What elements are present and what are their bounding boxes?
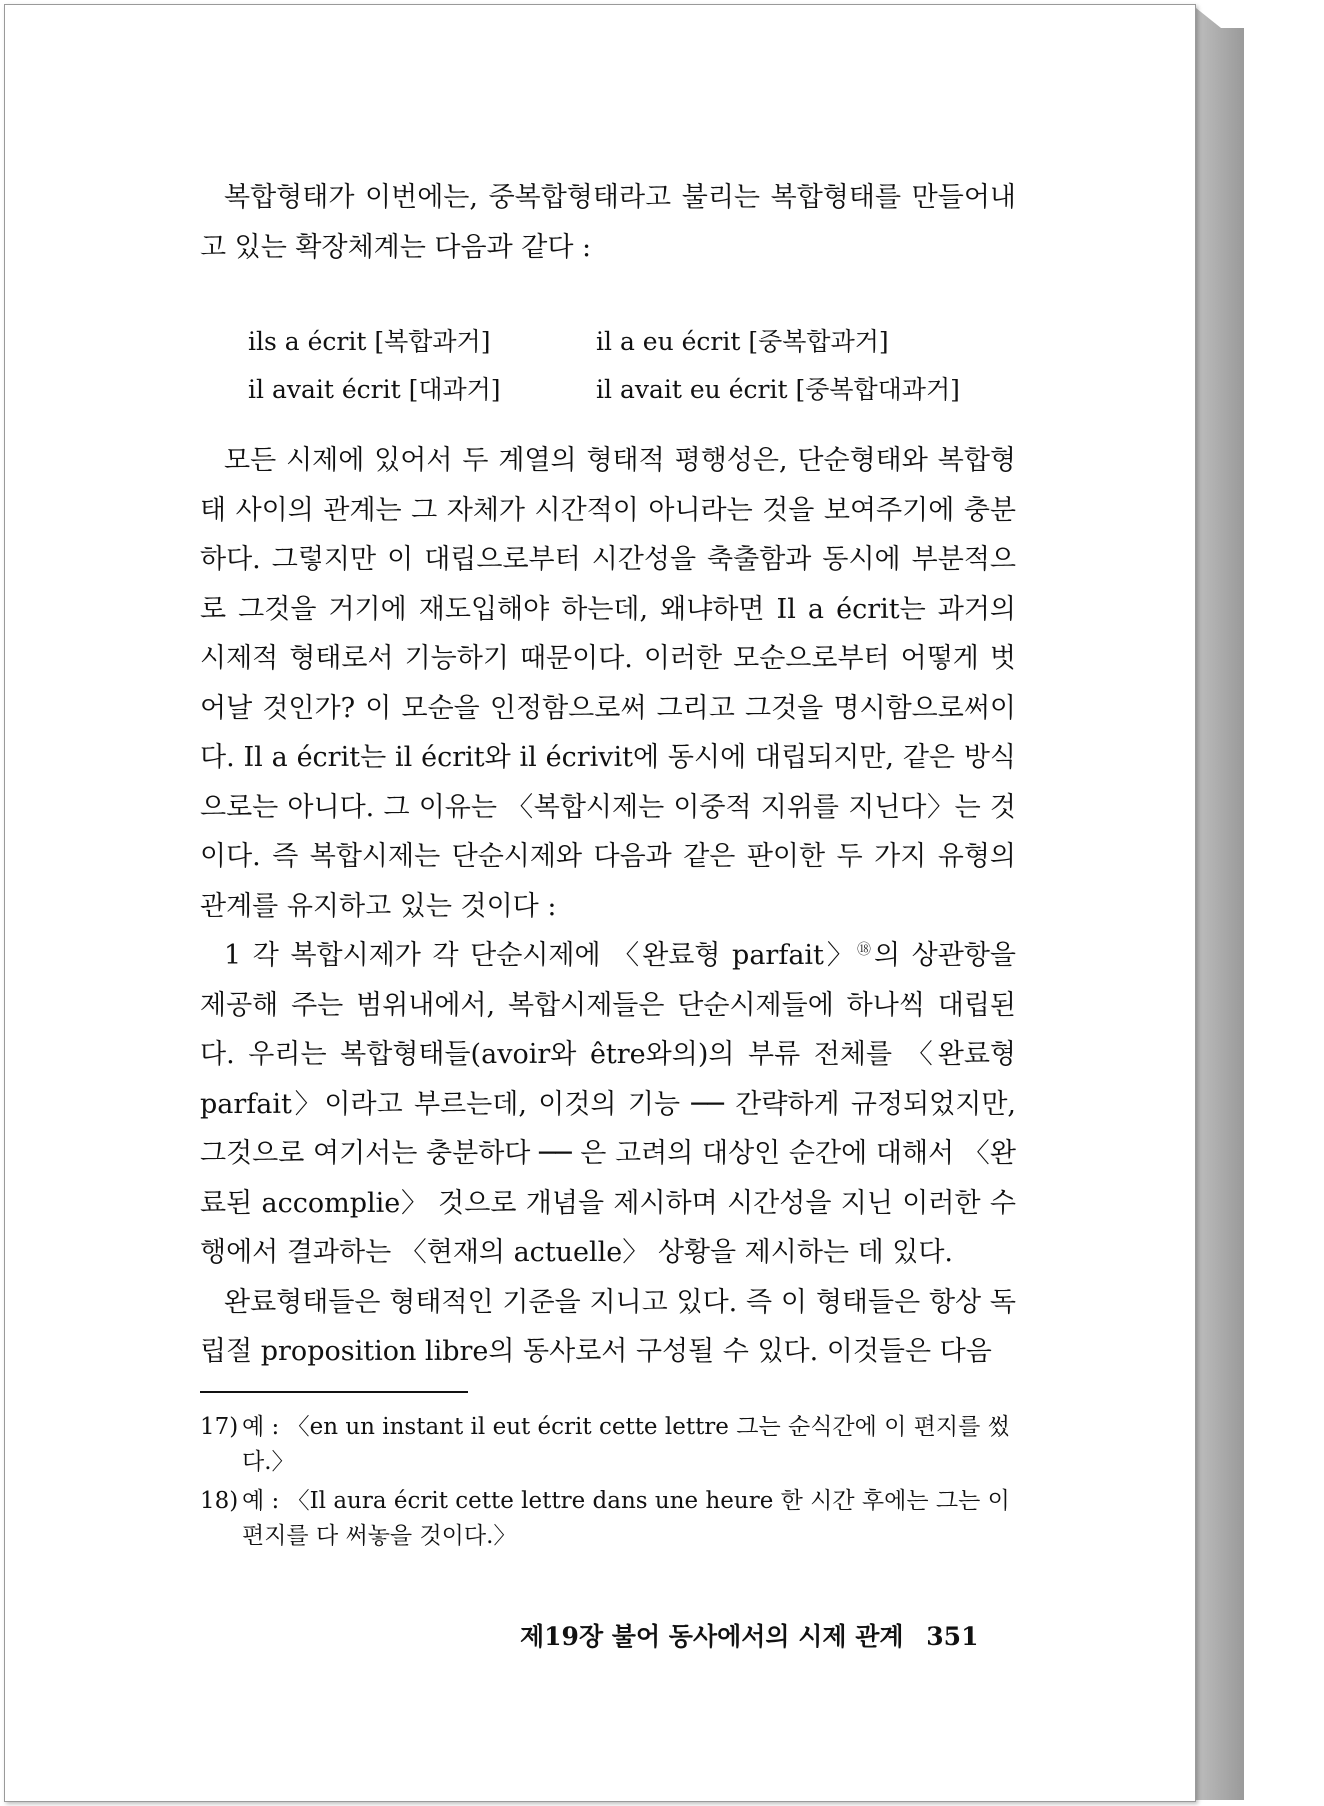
example-list — [248, 318, 1008, 414]
intro-paragraph — [200, 173, 1016, 272]
footnote-text: 예 : 〈en un instant il eut écrit cette lettre 그는 순식간에 이 편지를 썼다.〉 — [242, 1414, 1010, 1475]
example-row — [248, 366, 1008, 414]
intro-text: 복합형태가 이번에는, 중복합형태라고 불리는 복합형태를 만들어내고 있는 확장체계는 다음과 같다 : — [200, 182, 1016, 263]
paragraph-2-start: 1 각 복합시제가 각 단순시제에 〈완료형 parfait〉 — [224, 940, 857, 971]
paragraph-2 — [200, 931, 1016, 1278]
footnote — [200, 1410, 1018, 1480]
footnotes — [200, 1410, 1018, 1558]
running-footer — [520, 1617, 990, 1653]
paragraph-2-rest: 의 상관항을 제공해 주는 범위내에서, 복합시제들은 단순시제들에 하나씩 대립된다. 우리는 복합형태들(avoir와 être와의)의 부류 전체를 〈완료형 parfait〉이라고 부르는데, 이것의 기능 ── 간략하게 규정되었지만, 그것으로 여기서는 충분하다 ── 은 고려의 대상인 순간에 대해서 〈완료된 accomplie〉 것으로 개념을 제시하며 시간성을 지닌 이러한 수행에서 결과하는 〈현재의 actuelle〉 상황을 제시하는 데 있다. — [200, 940, 1016, 1268]
footnote-number: 18) — [200, 1488, 239, 1514]
page-number: 351 — [926, 1622, 979, 1651]
page-edge — [1196, 8, 1244, 1800]
body-text — [200, 436, 1016, 1377]
footnote-divider — [200, 1391, 468, 1393]
footnote-number: 17) — [200, 1414, 239, 1440]
chapter-title: 제19장 불어 동사에서의 시제 관계 — [520, 1622, 904, 1651]
footnote — [200, 1484, 1018, 1554]
example-right: il avait eu écrit [중복합대과거] — [596, 375, 960, 404]
footnote-ref: ⑱ — [856, 942, 874, 958]
example-row — [248, 318, 1008, 366]
example-right: il a eu écrit [중복합과거] — [596, 327, 889, 356]
example-left: il avait écrit [대과거] — [248, 375, 501, 404]
paragraph-3: 완료형태들은 형태적인 기준을 지니고 있다. 즉 이 형태들은 항상 독립절 proposition libre의 동사로서 구성될 수 있다. 이것들은 다음 — [200, 1286, 1016, 1367]
paragraph-1: 모든 시제에 있어서 두 계열의 형태적 평행성은, 단순형태와 복합형태 사이의 관계는 그 자체가 시간적이 아니라는 것을 보여주기에 충분하다. 그렇지만 이 대립으로부터 시간성을 축출함과 동시에 부분적으로 그것을 거기에 재도입해야 하는데, 왜냐하면 Il a écrit는 과거의 시제적 형태로서 기능하기 때문이다. 이러한 모순으로부터 어떻게 벗어날 것인가? 이 모순을 인정함으로써 그리고 그것을 명시함으로써이다. Il a écrit는 il écrit와 il écrivit에 동시에 대립되지만, 같은 방식으로는 아니다. 그 이유는 〈복합시제는 이중적 지위를 지닌다〉는 것이다. 즉 복합시제는 단순시제와 다음과 같은 판이한 두 가지 유형의 관계를 유지하고 있는 것이다 : — [200, 445, 1016, 922]
example-left: ils a écrit [복합과거] — [248, 327, 491, 356]
footnote-text: 예 : 〈Il aura écrit cette lettre dans une heure 한 시간 후에는 그는 이 편지를 다 써놓을 것이다.〉 — [242, 1488, 1010, 1549]
